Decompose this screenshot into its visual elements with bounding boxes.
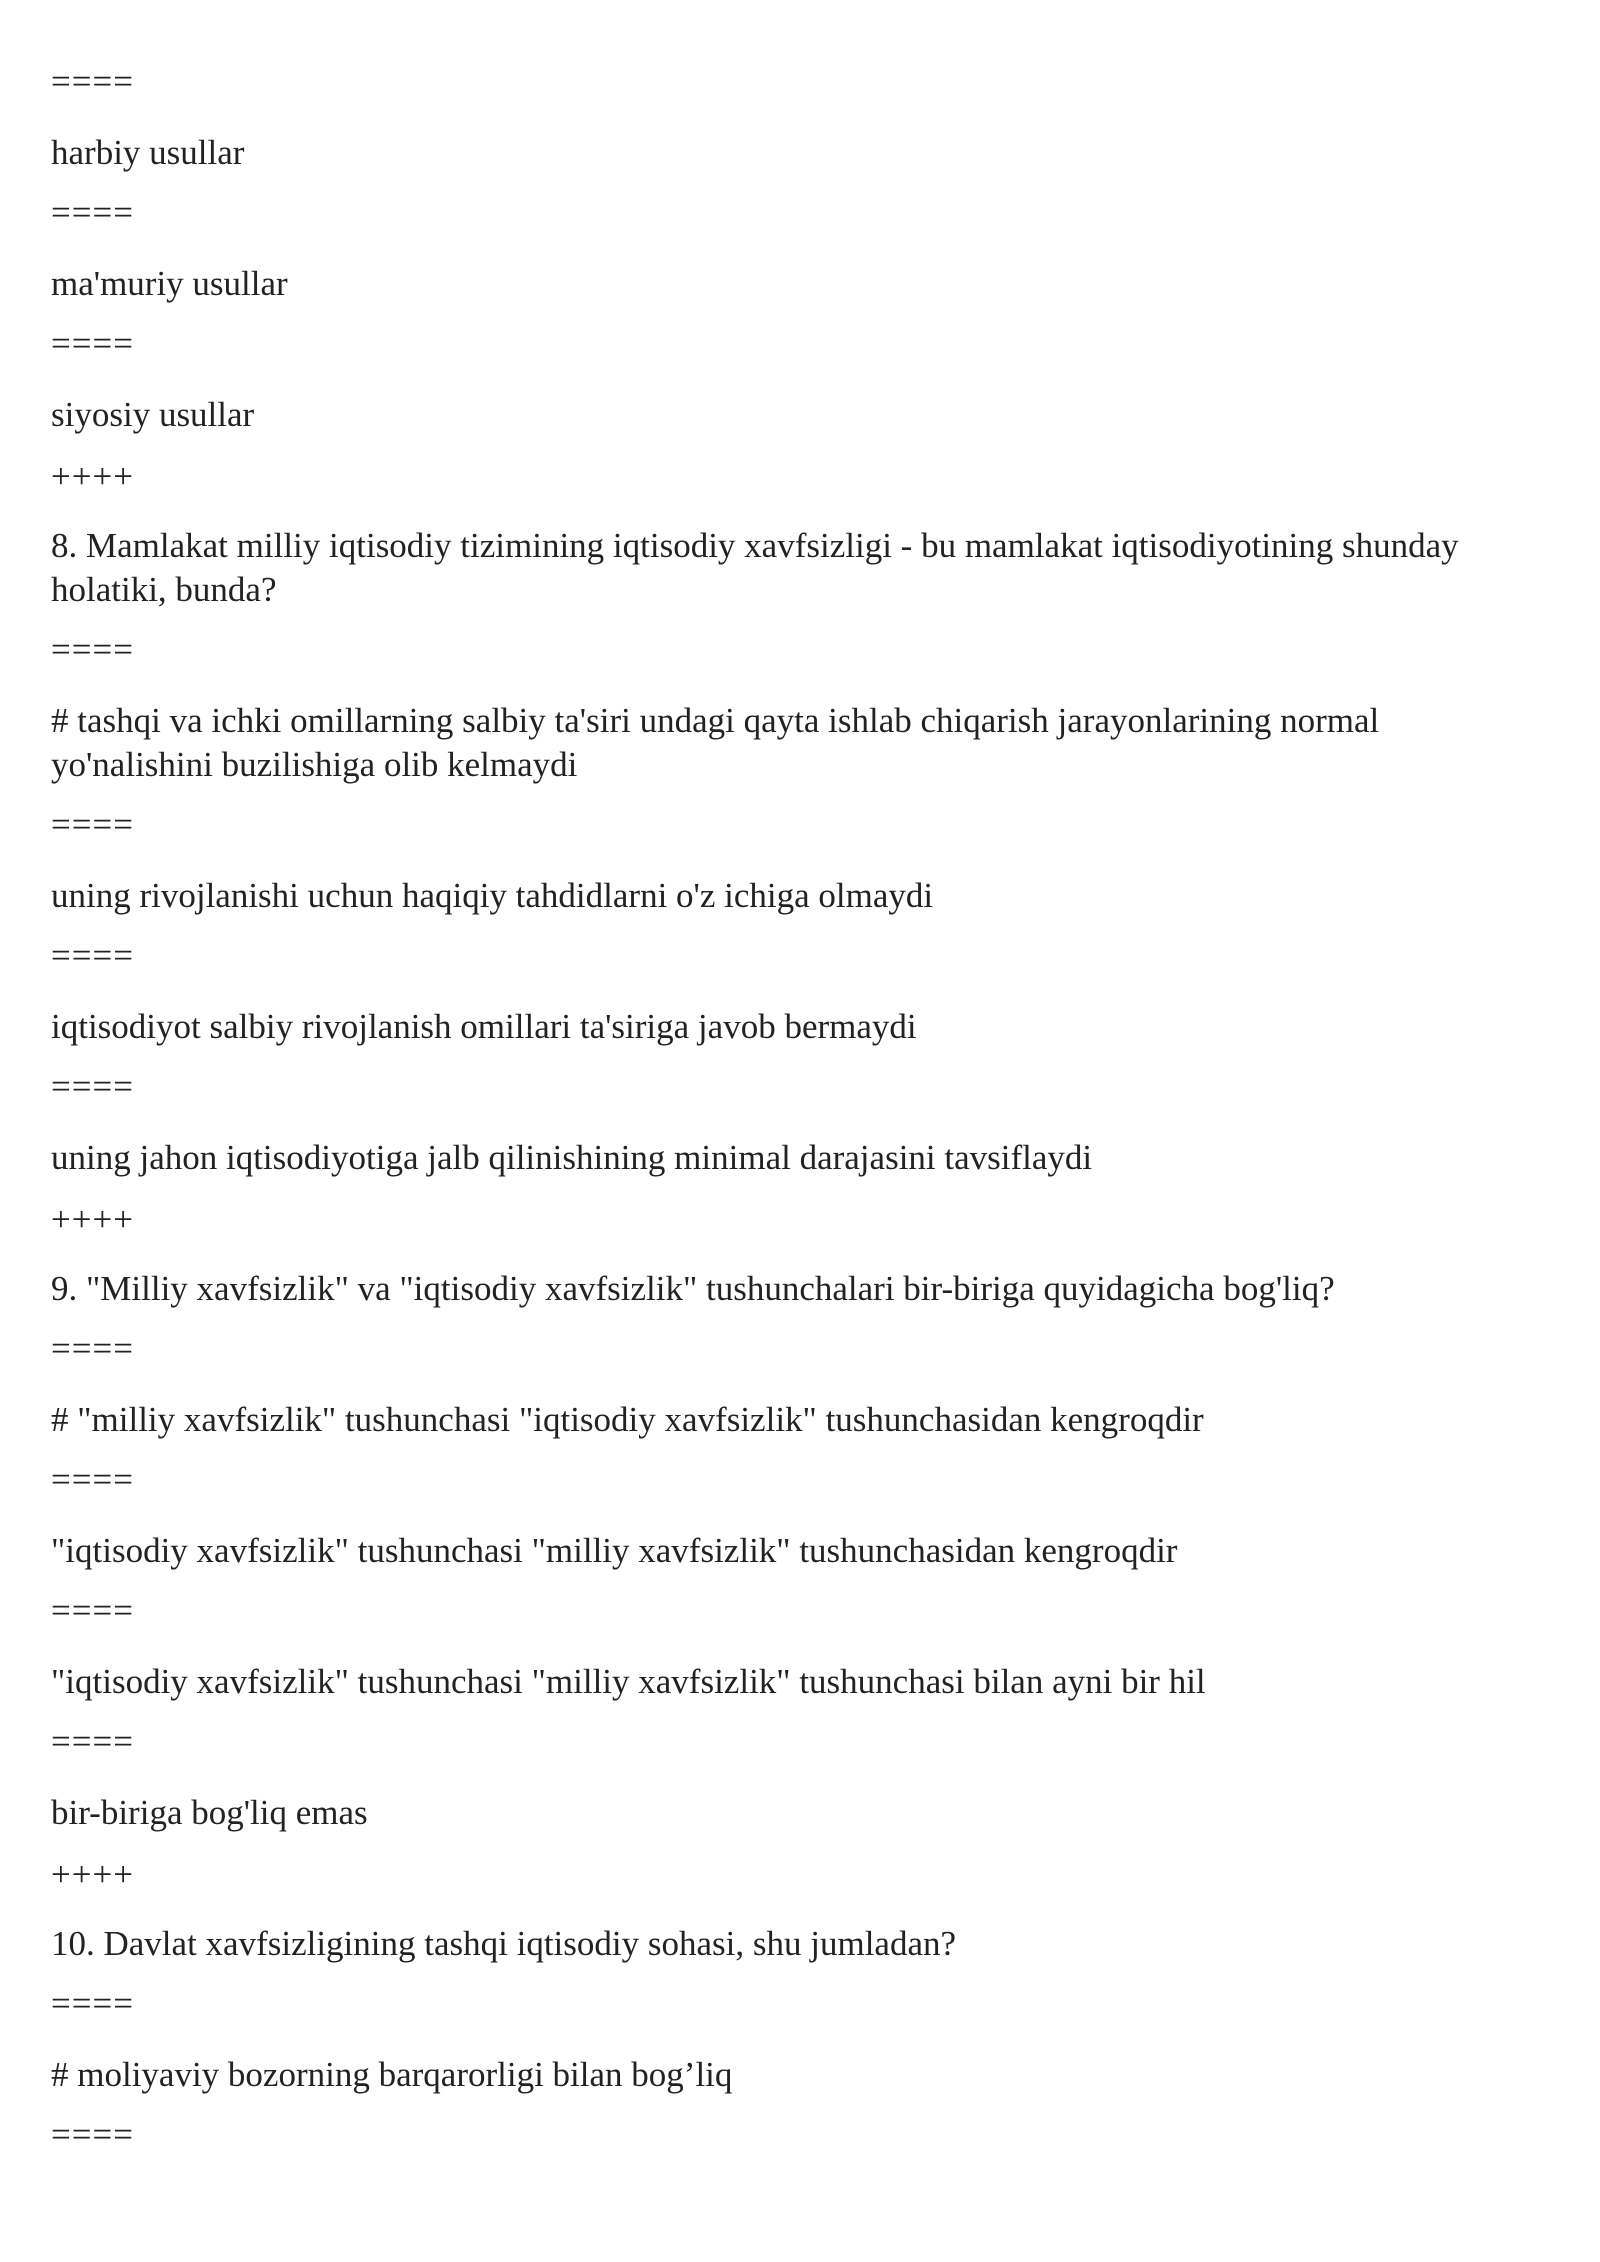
separator-line: ==== <box>51 936 134 975</box>
answer-option: siyosiy usullar <box>51 395 255 434</box>
answer-option: iqtisodiyot salbiy rivojlanish omillari ta'siriga javob bermaydi <box>51 1007 917 1046</box>
question-8: 8. Mamlakat milliy iqtisodiy tizimining iqtisodiy xavfsizligi - bu mamlakat iqtisodiyotining shunday holatiki, bunda? <box>51 526 1468 609</box>
separator-line: ==== <box>51 805 134 844</box>
question-10: 10. Davlat xavfsizligining tashqi iqtisodiy sohasi, shu jumladan? <box>51 1924 957 1963</box>
separator-line: ==== <box>51 1722 134 1761</box>
separator-line: ==== <box>51 2115 134 2154</box>
correct-answer-option: # moliyaviy bozorning barqarorligi bilan bog’liq <box>51 2055 733 2094</box>
answer-option: bir-biriga bog'liq emas <box>51 1793 368 1832</box>
question-separator: ++++ <box>51 1200 134 1239</box>
separator-line: ==== <box>51 1329 134 1368</box>
answer-option: "iqtisodiy xavfsizlik" tushunchasi "milliy xavfsizlik" tushunchasidan kengroqdir <box>51 1531 1178 1570</box>
separator-line: ==== <box>51 630 134 669</box>
separator-line: ==== <box>51 62 134 101</box>
answer-option: "iqtisodiy xavfsizlik" tushunchasi "milliy xavfsizlik" tushunchasi bilan ayni bir hil <box>51 1662 1206 1701</box>
question-9: 9. "Milliy xavfsizlik" va "iqtisodiy xavfsizlik" tushunchalari bir-biriga quyidagicha bog'liq? <box>51 1269 1335 1308</box>
answer-option: harbiy usullar <box>51 133 245 172</box>
answer-option: uning jahon iqtisodiyotiga jalb qilinishining minimal darajasini tavsiflaydi <box>51 1138 1093 1177</box>
answer-option: ma'muriy usullar <box>51 264 288 303</box>
question-separator: ++++ <box>51 457 134 496</box>
separator-line: ==== <box>51 1460 134 1499</box>
separator-line: ==== <box>51 193 134 232</box>
separator-line: ==== <box>51 1067 134 1106</box>
question-separator: ++++ <box>51 1855 134 1894</box>
separator-line: ==== <box>51 1984 134 2023</box>
correct-answer-option: # "milliy xavfsizlik" tushunchasi "iqtisodiy xavfsizlik" tushunchasidan kengroqdir <box>51 1400 1204 1439</box>
separator-line: ==== <box>51 1591 134 1630</box>
separator-line: ==== <box>51 324 134 363</box>
answer-option: uning rivojlanishi uchun haqiqiy tahdidlarni o'z ichiga olmaydi <box>51 876 934 915</box>
correct-answer-option: # tashqi va ichki omillarning salbiy ta'siri undagi qayta ishlab chiqarish jarayonlarining normal yo'nalishini buzilishiga olib kelmaydi <box>51 701 1388 784</box>
